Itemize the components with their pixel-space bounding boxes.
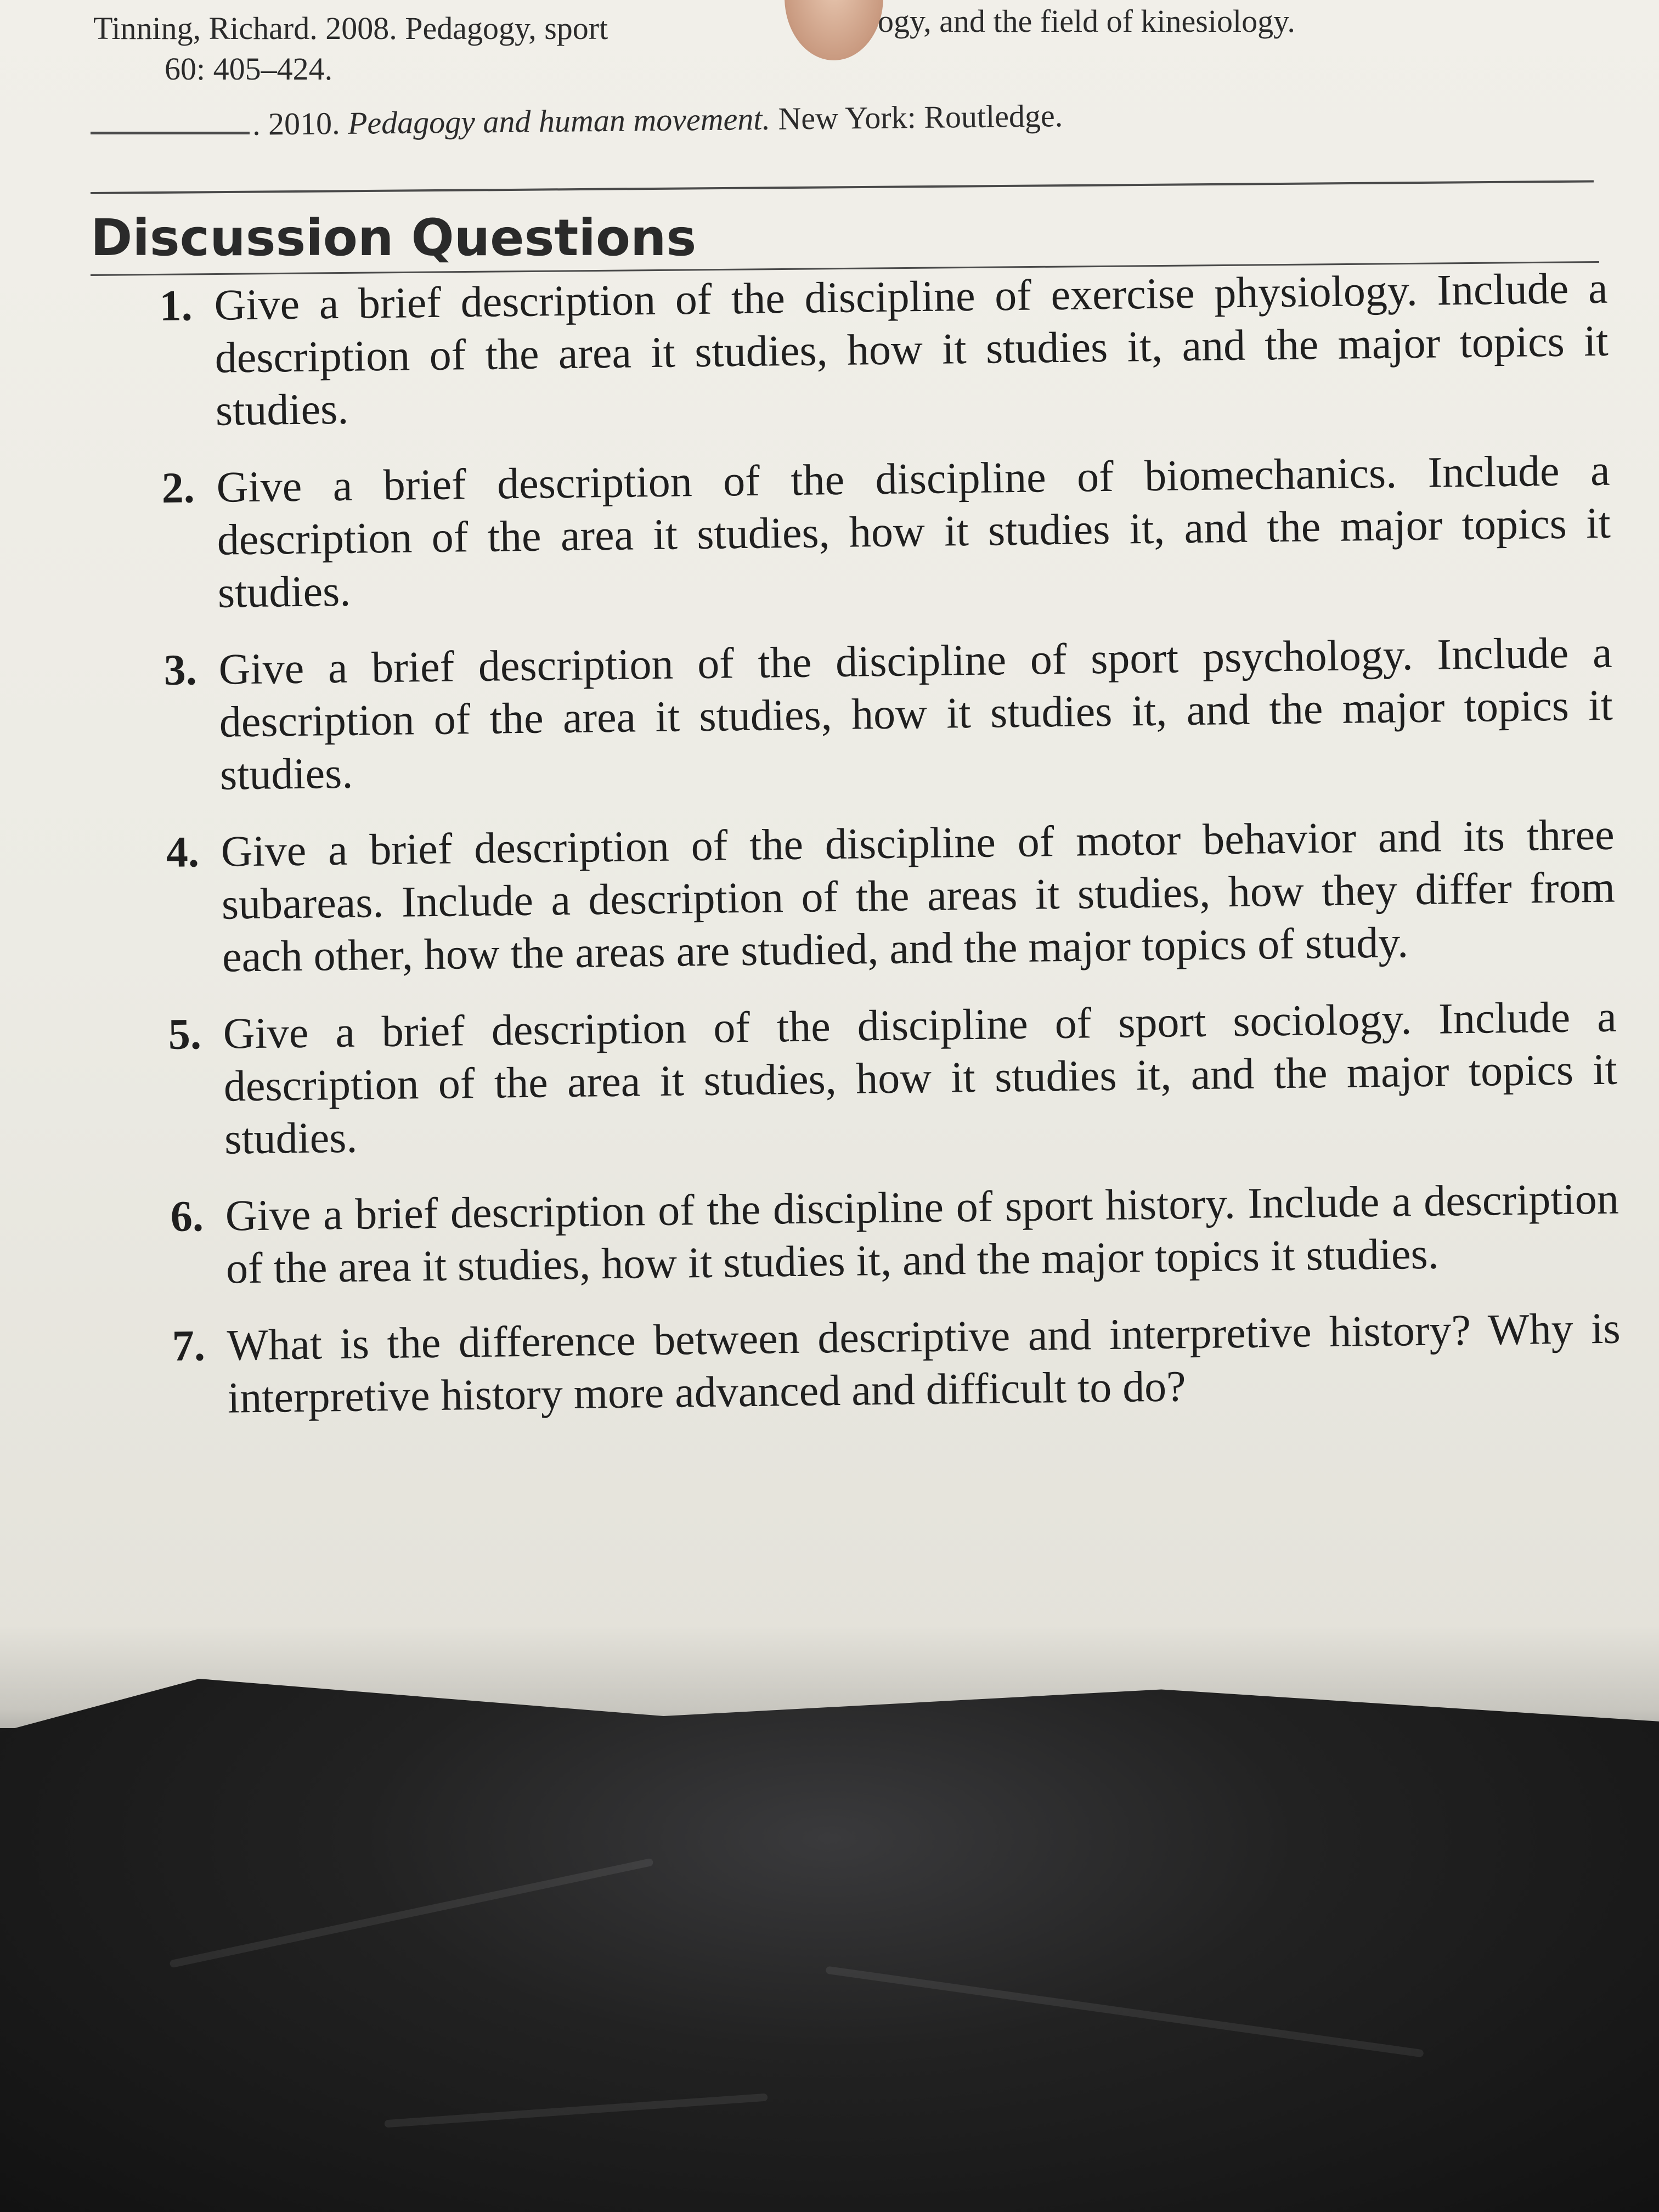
fabric-fold xyxy=(825,1966,1424,2058)
discussion-questions-list xyxy=(159,262,1622,1449)
question-text: Give a brief description of the discipline of motor behavior and its three subareas. Include a description of the areas it studies, how they differ from each other, how the areas are studied, and the major topics of study. xyxy=(221,810,1616,981)
question-text: What is the difference between descriptive and interpretive history? Why is interpretive history more advanced and difficult to do? xyxy=(227,1304,1621,1423)
question-item xyxy=(163,627,1613,802)
reference-pages: 60: 405–424. xyxy=(165,51,333,87)
question-number: 7. xyxy=(172,1322,206,1370)
reference-line-1 xyxy=(93,10,608,47)
question-item xyxy=(172,1302,1621,1425)
reference-line-1-end xyxy=(878,3,1295,40)
question-text: Give a brief description of the discipline of sport psychology. Include a description of the area it studies, how it studies it, and the major topics it studies. xyxy=(218,628,1613,799)
question-item xyxy=(168,991,1618,1166)
fabric-fold xyxy=(384,2094,768,2128)
question-item xyxy=(170,1173,1620,1296)
question-number: 1. xyxy=(159,281,193,330)
question-number: 4. xyxy=(166,828,200,877)
fabric-fold xyxy=(169,1858,653,1968)
question-number: 6. xyxy=(170,1192,204,1241)
reference-title-end: ogy, and the field of kinesiology. xyxy=(878,3,1295,39)
question-item xyxy=(159,262,1609,438)
question-text: Give a brief description of the discipline of biomechanics. Include a description of the area it studies, how it studies it, and the major topics it studies. xyxy=(216,446,1611,617)
reference-publisher: New York: Routledge. xyxy=(778,98,1063,137)
question-item xyxy=(166,809,1616,984)
thumb xyxy=(785,0,883,60)
reference-author: Tinning, Richard. 2008. Pedagogy, sport xyxy=(93,10,608,46)
question-number: 5. xyxy=(168,1010,202,1059)
reference-line-3 xyxy=(252,97,1063,142)
reference-dash-rule xyxy=(91,132,250,134)
question-text: Give a brief description of the discipline of sport sociology. Include a description of the area it studies, how it studies it, and the major topics it studies. xyxy=(223,992,1618,1164)
section-heading: Discussion Questions xyxy=(91,208,697,267)
question-item xyxy=(161,444,1611,620)
dark-fabric-background xyxy=(0,1679,1659,2212)
question-text: Give a brief description of the discipline of exercise physiology. Include a description of the area it studies, how it studies it, and the major topics it studies. xyxy=(214,264,1609,435)
reference-line-2 xyxy=(165,50,332,87)
question-number: 2. xyxy=(161,464,195,512)
reference-book-title: Pedagogy and human movement. xyxy=(347,100,771,141)
question-number: 3. xyxy=(163,646,198,695)
question-text: Give a brief description of the discipline of sport history. Include a description of the area it studies, how it studies it, and the major topics it studies. xyxy=(225,1175,1620,1293)
reference-year: . 2010. xyxy=(252,105,340,142)
section-top-rule xyxy=(91,180,1594,194)
